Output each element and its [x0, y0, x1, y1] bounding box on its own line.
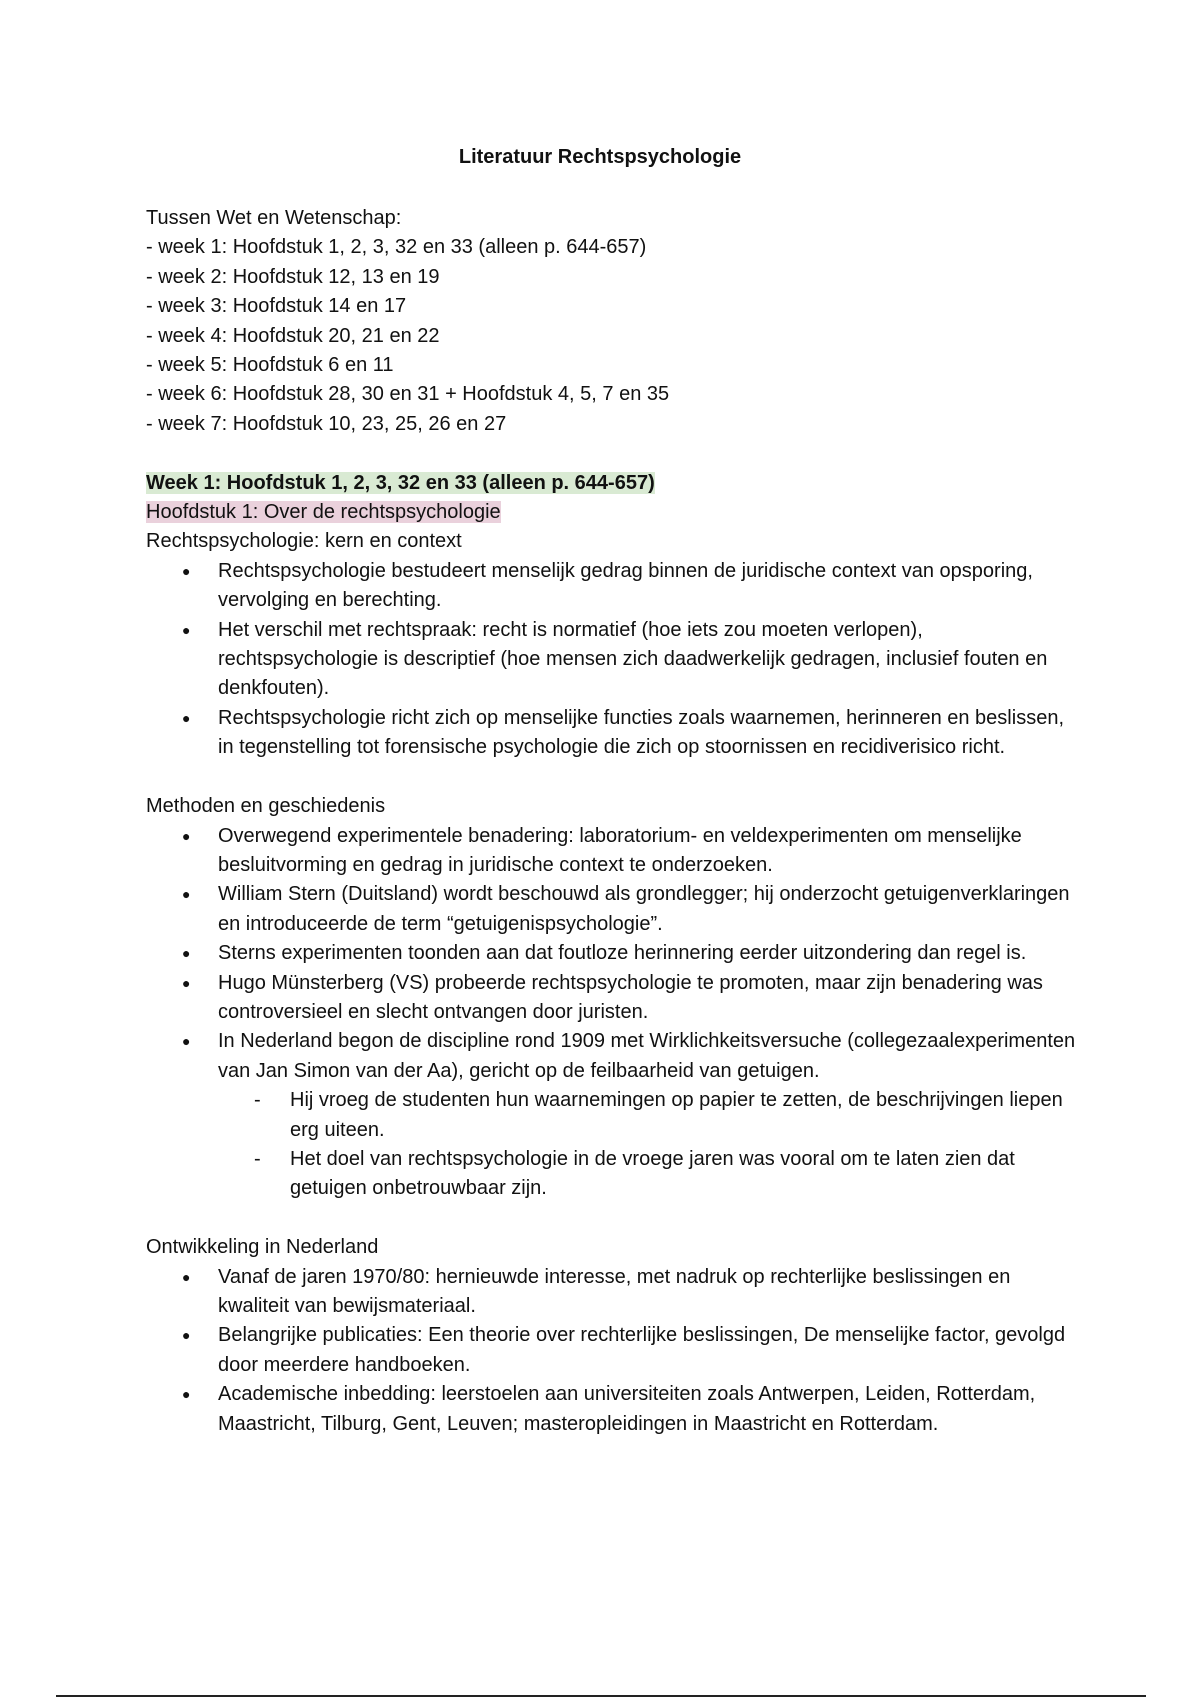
- bullet-text: Hugo Münsterberg (VS) probeerde rechtspsychologie te promoten, maar zijn benadering was controversieel en slecht ontvangen door juristen.: [218, 971, 1043, 1023]
- bullet-text: Het doel van rechtspsychologie in de vroege jaren was vooral om te laten zien dat getuigen onbetrouwbaar zijn.: [290, 1147, 1015, 1200]
- bullet-item: [146, 1263, 1076, 1322]
- section-kern-context: [146, 527, 1076, 762]
- schedule-week-line: - week 2: Hoofdstuk 12, 13 en 19: [146, 265, 440, 288]
- page-bottom-divider: [56, 1695, 1146, 1697]
- bullet-text: Het verschil met rechtspraak: recht is normatief (hoe iets zou moeten verlopen), rechtspsychologie is descriptief (hoe mensen zich daadwerkelijk gedragen, inclusief fouten en denkfouten).: [218, 618, 1048, 700]
- bullet-item: [146, 822, 1076, 881]
- schedule-week-line: - week 3: Hoofdstuk 14 en 17: [146, 295, 407, 318]
- bullet-text: Vanaf de jaren 1970/80: hernieuwde interesse, met nadruk op rechterlijke beslissingen en kwaliteit van bewijsmateriaal.: [218, 1265, 1011, 1317]
- bullet-text: Hij vroeg de studenten hun waarnemingen op papier te zetten, de beschrijvingen liepen erg uiteen.: [290, 1089, 1063, 1141]
- schedule-week-line: - week 4: Hoofdstuk 20, 21 en 22: [146, 324, 440, 347]
- bullet-item: [146, 1027, 1076, 1203]
- schedule-week-line: - week 7: Hoofdstuk 10, 23, 25, 26 en 27: [146, 412, 507, 435]
- schedule-week-line: - week 5: Hoofdstuk 6 en 11: [146, 354, 394, 377]
- bullet-item: [146, 939, 1076, 968]
- section-methoden-geschiedenis: [146, 792, 1076, 1204]
- bullet-item: [146, 1321, 1076, 1380]
- bullet-item: [146, 557, 1076, 616]
- section-heading: Ontwikkeling in Nederland: [146, 1236, 379, 1259]
- sub-bullet-item: [218, 1086, 1076, 1145]
- bullet-text: William Stern (Duitsland) wordt beschouwd als grondlegger; hij onderzocht getuigenverklaringen en introduceerde de term “getuigenispsychologie”.: [218, 883, 1070, 935]
- bullet-text: Belangrijke publicaties: Een theorie over rechterlijke beslissingen, De menselijke factor, gevolgd door meerdere handboeken.: [218, 1324, 1066, 1376]
- bullet-item: [146, 1380, 1076, 1439]
- bullet-list: [146, 1263, 1076, 1439]
- week-heading: Week 1: Hoofdstuk 1, 2, 3, 32 en 33 (alleen p. 644-657): [146, 471, 655, 494]
- schedule-block: [146, 204, 1076, 439]
- bullet-item: [146, 969, 1076, 1028]
- bullet-text: In Nederland begon de discipline rond 1909 met Wirklichkeitsversuche (collegezaalexperimenten van Jan Simon van der Aa), gericht op de feilbaarheid van getuigen.: [218, 1030, 1076, 1082]
- schedule-heading: Tussen Wet en Wetenschap:: [146, 207, 402, 229]
- bullet-text: Rechtspsychologie richt zich op menselijke functies zoals waarnemen, herinneren en beslissen, in tegenstelling tot forensische psychologie die zich op stoornissen en recidiverisico richt.: [218, 706, 1064, 759]
- bullet-list: [146, 822, 1076, 1204]
- bullet-item: [146, 704, 1076, 763]
- spacer: [146, 439, 1076, 468]
- bullet-text: Overwegend experimentele benadering: laboratorium- en veldexperimenten om menselijke besluitvorming en gedrag in juridische context te onderzoeken.: [218, 824, 1022, 876]
- schedule-week-line: - week 1: Hoofdstuk 1, 2, 3, 32 en 33 (alleen p. 644-657): [146, 236, 647, 259]
- document-body: [146, 204, 1076, 1439]
- bullet-text: Sterns experimenten toonden aan dat foutloze herinnering eerder uitzondering dan regel is.: [218, 942, 1027, 965]
- spacer: [146, 1204, 1076, 1233]
- chapter-heading: Hoofdstuk 1: Over de rechtspsychologie: [146, 501, 501, 524]
- sub-bullet-item: [218, 1145, 1076, 1204]
- bullet-text: Rechtspsychologie bestudeert menselijk gedrag binnen de juridische context van opsporing, vervolging en berechting.: [218, 559, 1033, 612]
- spacer: [146, 763, 1076, 792]
- bullet-list: [146, 557, 1076, 763]
- section-heading: Methoden en geschiedenis: [146, 795, 386, 818]
- bullet-item: [146, 616, 1076, 704]
- sub-bullet-list: [218, 1086, 1076, 1204]
- section-heading: Rechtspsychologie: kern en context: [146, 530, 462, 553]
- bullet-text: Academische inbedding: leerstoelen aan universiteiten zoals Antwerpen, Leiden, Rotterdam, Maastricht, Tilburg, Gent, Leuven; masteropleidingen in Maastricht en Rotterdam.: [218, 1383, 1036, 1435]
- bullet-item: [146, 880, 1076, 939]
- schedule-week-line: - week 6: Hoofdstuk 28, 30 en 31 + Hoofdstuk 4, 5, 7 en 35: [146, 383, 670, 406]
- section-ontwikkeling-nederland: [146, 1233, 1076, 1439]
- page-title: Literatuur Rechtspsychologie: [458, 146, 742, 168]
